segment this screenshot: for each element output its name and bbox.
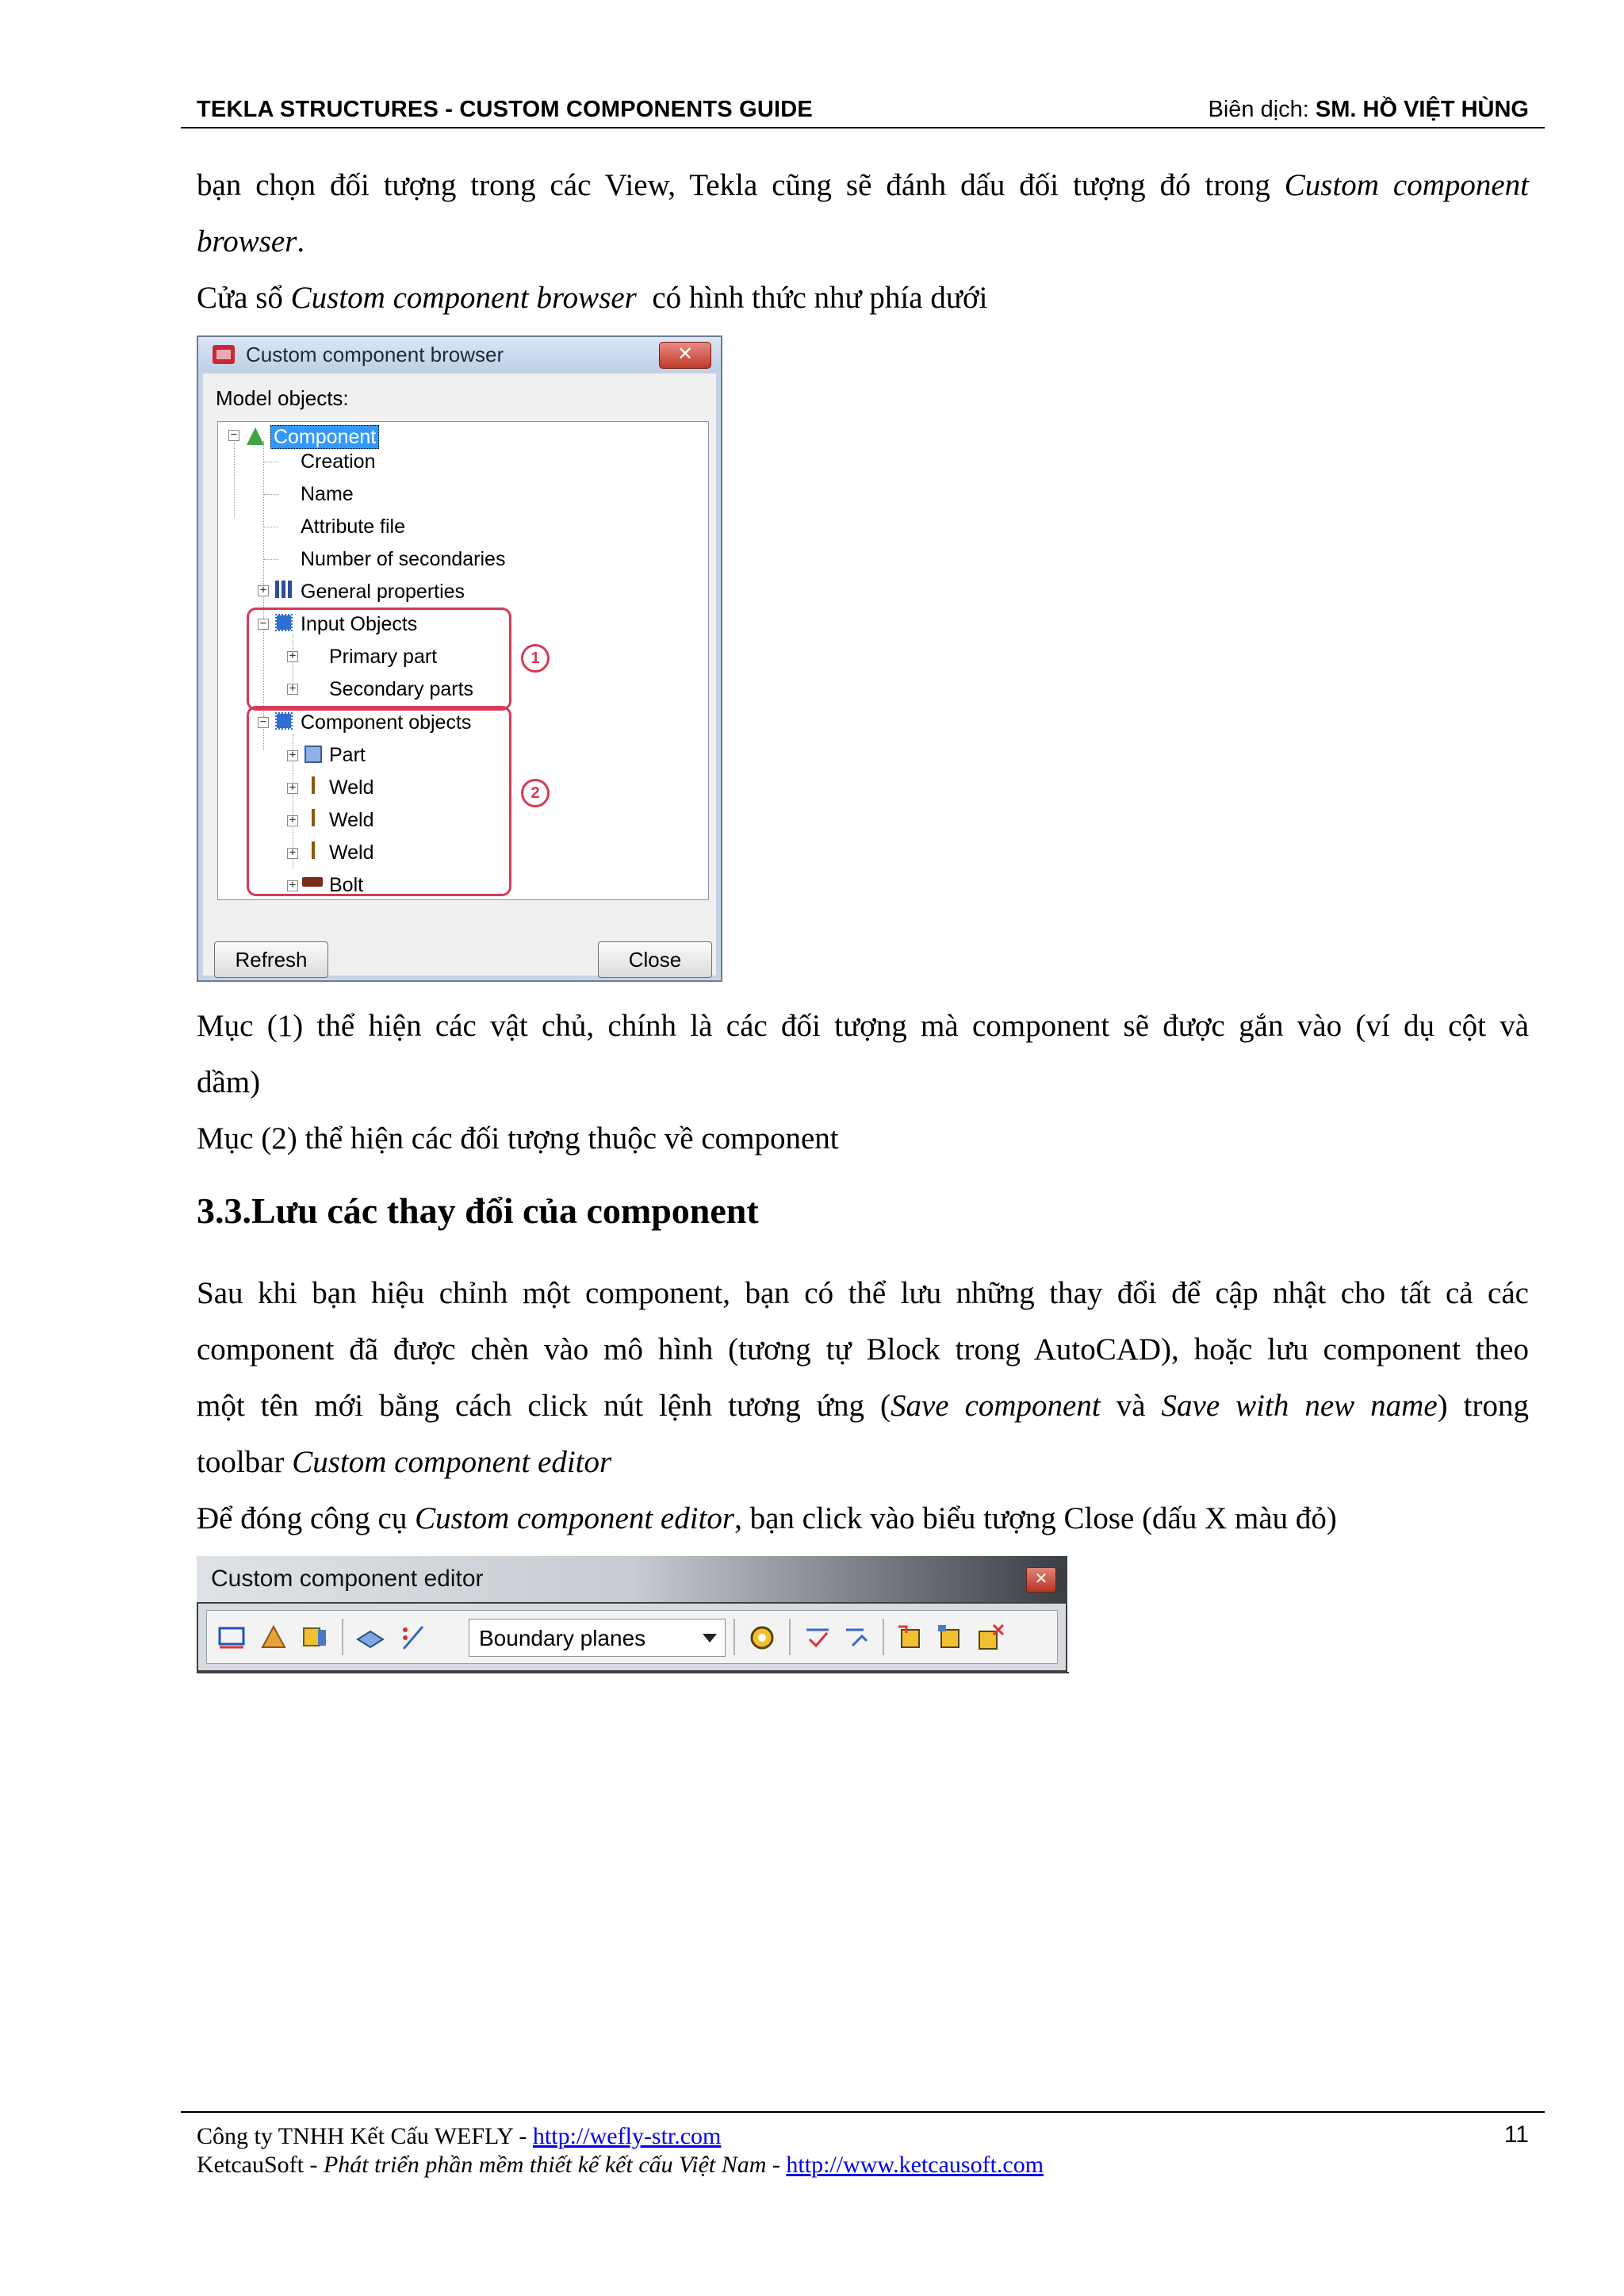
component-part-icon[interactable] — [299, 1622, 331, 1652]
body-line-2: component đã được chèn vào mô hình (tương tự Block trong AutoCAD), hoặc lưu component theo — [197, 1332, 1529, 1366]
tree-item-name[interactable]: Name — [301, 483, 354, 505]
header-rule — [181, 127, 1545, 128]
expand-toggle[interactable]: + — [287, 880, 298, 891]
footer-link-ketcausoft[interactable]: http://www.ketcausoft.com — [786, 2152, 1044, 2178]
toolbar-bottom-rule — [197, 1672, 1069, 1673]
expand-toggle[interactable]: + — [258, 585, 269, 596]
check-list-icon[interactable] — [802, 1622, 833, 1652]
note-1-line-2: dầm) — [197, 1065, 261, 1099]
intro-line-2 — [197, 213, 1529, 270]
tree-item-weld[interactable]: Weld — [329, 776, 374, 799]
body-term-save-new-name: Save with new name — [1161, 1389, 1438, 1423]
tree-line — [264, 494, 278, 495]
window-titlebar[interactable] — [198, 337, 721, 372]
tree-item-general-properties[interactable]: General properties — [301, 581, 465, 603]
body-text: ) trong — [1437, 1389, 1529, 1423]
tree-item-attribute-file[interactable]: Attribute file — [301, 516, 406, 538]
footer-company: Công ty TNHH Kết Cấu WEFLY - — [197, 2123, 533, 2149]
layer-plane-icon[interactable] — [354, 1622, 386, 1652]
tree-item-component-objects[interactable]: Component objects — [301, 711, 472, 734]
header-translator-name: SM. HỒ VIỆT HÙNG — [1315, 97, 1529, 122]
tree-item-creation[interactable]: Creation — [301, 450, 376, 473]
body-text: một tên mới bằng cách click nút lệnh tương ứng ( — [197, 1389, 891, 1423]
tree-line — [234, 443, 235, 517]
header-translator — [1208, 97, 1530, 123]
tree-item-part[interactable]: Part — [329, 744, 366, 766]
footer-line-2 — [197, 2152, 1044, 2179]
footer-link-wefly[interactable]: http://wefly-str.com — [532, 2123, 722, 2149]
footer-line-1 — [197, 2123, 721, 2150]
toolbar-separator — [733, 1619, 735, 1655]
toolbar-separator — [342, 1619, 343, 1655]
expand-toggle[interactable]: + — [287, 815, 298, 826]
footer-rule — [181, 2111, 1545, 2113]
footer-tagline: Phát triển phần mềm thiết kế kết cấu Việt Nam — [323, 2152, 767, 2178]
window-body — [203, 374, 716, 976]
body-term-editor: Custom component editor — [292, 1445, 612, 1479]
body-term-save-component: Save component — [890, 1389, 1101, 1423]
body-text: , bạn click vào biểu tượng Close (dấu X màu đỏ) — [734, 1501, 1337, 1535]
intro-window-name: Custom component browser — [290, 281, 637, 315]
expand-toggle[interactable]: + — [287, 651, 298, 662]
toolbar-close-icon[interactable]: ✕ — [1026, 1567, 1056, 1593]
toolbar-title: Custom component editor — [211, 1566, 484, 1592]
intro-text-2: Cửa sổ — [197, 281, 283, 315]
tree-item-weld[interactable]: Weld — [329, 841, 374, 864]
pick-points-icon[interactable] — [216, 1622, 248, 1652]
tree-item-weld[interactable]: Weld — [329, 809, 374, 831]
toolbar-inner — [206, 1610, 1058, 1664]
tree-item-number-of-secondaries[interactable]: Number of secondaries — [301, 548, 506, 570]
toolbar-separator — [789, 1619, 791, 1655]
collapse-toggle[interactable]: − — [258, 717, 269, 728]
move-icon[interactable] — [258, 1622, 289, 1652]
intro-term: Custom component — [1284, 168, 1530, 202]
intro-term-cont: browser — [197, 224, 297, 259]
intro-text-3: có hình thức như phía dưới — [652, 281, 988, 315]
expand-toggle[interactable]: + — [287, 848, 298, 859]
body-line-1: Sau khi bạn hiệu chỉnh một component, bạn có thể lưu những thay đổi để cập nhật cho tất cả các — [197, 1276, 1529, 1310]
intro-line-3 — [197, 270, 1529, 326]
refresh-button[interactable]: Refresh — [214, 941, 328, 978]
expand-toggle[interactable]: + — [287, 750, 298, 761]
component-icon — [247, 427, 264, 445]
badge-1: 1 — [521, 644, 550, 673]
model-objects-tree[interactable] — [217, 421, 709, 900]
page-number: 11 — [1503, 2122, 1529, 2148]
footer-brand: KetcauSoft - — [197, 2152, 324, 2178]
body-line-5 — [197, 1490, 1529, 1547]
window-close-icon[interactable]: ✕ — [659, 342, 711, 369]
collapse-toggle[interactable]: − — [258, 619, 269, 630]
badge-2: 2 — [521, 779, 550, 807]
intro-text: bạn chọn đối tượng trong các View, Tekla cũng sẽ đánh dấu đối tượng đó trong — [197, 168, 1270, 202]
close-button[interactable]: Close — [598, 941, 712, 978]
collapse-toggle[interactable]: − — [228, 430, 239, 441]
expand-toggle[interactable]: + — [287, 684, 298, 695]
body-line-4 — [197, 1434, 1529, 1490]
tree-item-secondary-parts[interactable]: Secondary parts — [329, 678, 474, 700]
boundary-planes-dropdown[interactable] — [469, 1619, 726, 1657]
tree-item-bolt[interactable]: Bolt — [329, 874, 364, 896]
app-icon — [213, 345, 235, 364]
custom-component-browser-window — [197, 335, 722, 982]
chevron-down-icon[interactable] — [703, 1634, 717, 1642]
tree-line — [264, 559, 278, 560]
section-heading: 3.3.Lưu các thay đổi của component — [197, 1190, 759, 1231]
dimension-icon[interactable] — [397, 1622, 429, 1652]
custom-component-editor-toolbar — [197, 1556, 1069, 1675]
tree-item-component[interactable] — [270, 426, 379, 449]
save-component-icon[interactable] — [895, 1622, 927, 1652]
body-text: toolbar — [197, 1445, 285, 1479]
highlight-box-component-objects — [247, 706, 511, 896]
intro-line-1 — [197, 157, 1529, 213]
window-title: Custom component browser — [246, 343, 504, 366]
tree-item-label: Component — [270, 425, 379, 449]
gear-component-icon[interactable] — [746, 1622, 778, 1652]
note-1-line-1: Mục (1) thể hiện các vật chủ, chính là các đối tượng mà component sẽ được gắn vào (ví dụ cột và — [197, 1009, 1529, 1043]
toolbar-titlebar[interactable] — [197, 1556, 1067, 1602]
close-editor-icon[interactable] — [975, 1622, 1006, 1652]
footer-dash: - — [766, 2152, 787, 2178]
expand-toggle[interactable]: + — [287, 783, 298, 794]
header-translator-label: Biên dịch: — [1208, 97, 1309, 122]
header-title: TEKLA STRUCTURES - CUSTOM COMPONENTS GUIDE — [197, 97, 813, 122]
body-text: và — [1116, 1389, 1146, 1423]
refresh-list-icon[interactable] — [841, 1622, 873, 1652]
general-properties-icon — [275, 581, 293, 598]
highlight-box-input-objects — [247, 608, 511, 711]
tree-item-primary-part[interactable]: Primary part — [329, 646, 438, 668]
body-term-editor: Custom component editor — [415, 1501, 735, 1535]
body-line-3 — [197, 1378, 1529, 1434]
note-2: Mục (2) thể hiện các đối tượng thuộc về component — [197, 1121, 839, 1156]
tree-item-input-objects[interactable]: Input Objects — [301, 613, 418, 635]
dropdown-value: Boundary planes — [479, 1626, 646, 1650]
save-with-new-name-icon[interactable] — [935, 1622, 967, 1652]
intro-period: . — [297, 224, 305, 259]
toolbar-separator — [883, 1619, 884, 1655]
toolbar-bar — [197, 1602, 1067, 1672]
model-objects-label: Model objects: — [216, 386, 349, 410]
body-text: Để đóng công cụ — [197, 1501, 408, 1535]
